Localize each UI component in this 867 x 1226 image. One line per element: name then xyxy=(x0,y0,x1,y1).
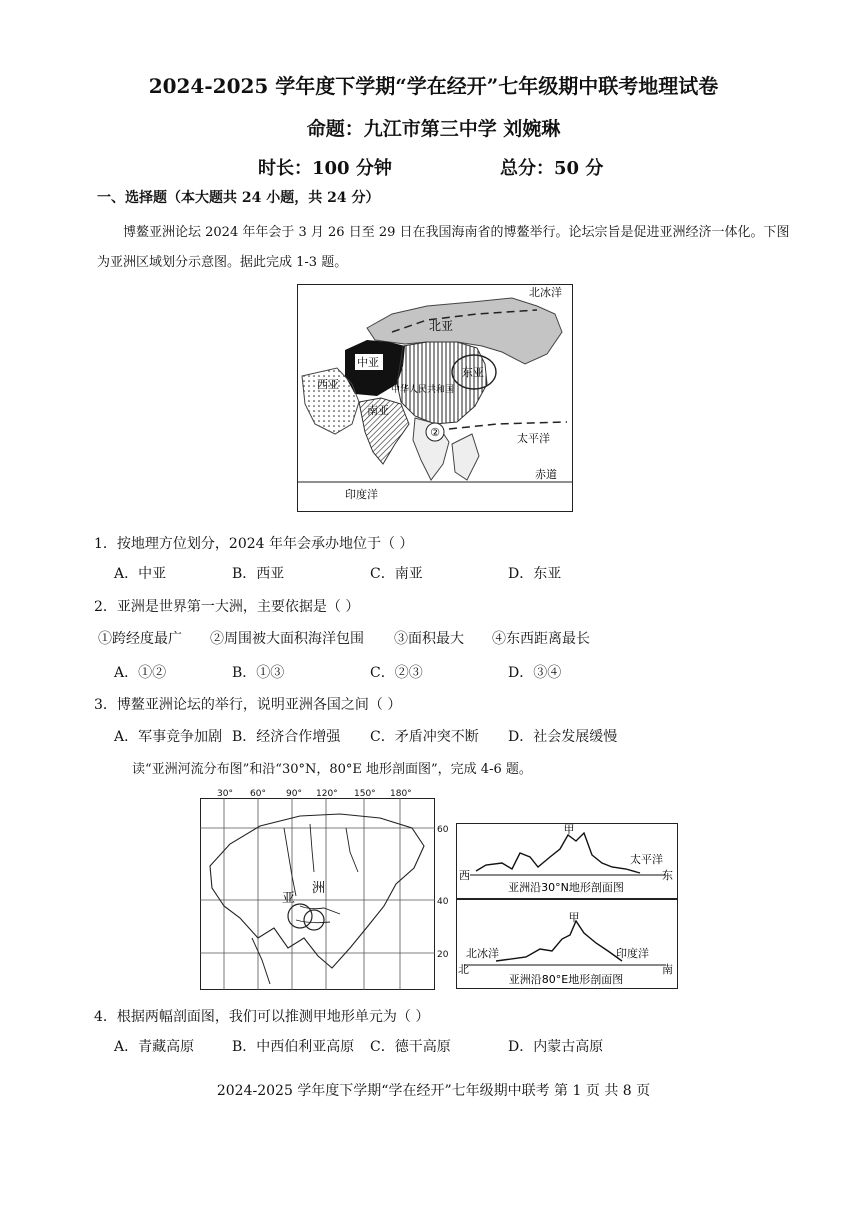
lon-180: 180° xyxy=(390,789,412,799)
asia-river-map xyxy=(200,788,450,990)
lon-90: 90° xyxy=(286,789,302,799)
q2-item-4: ④东西距离最长 xyxy=(492,631,590,647)
q2-option-b[interactable]: B．①③ xyxy=(232,665,285,681)
exam-total-score: 总分：50 分 xyxy=(500,158,604,179)
profile-30n xyxy=(456,823,678,899)
label-arctic: 北冰洋 xyxy=(529,286,562,299)
label-west-asia: 西亚 xyxy=(317,378,339,391)
lon-60: 60° xyxy=(250,789,266,799)
q3-option-b[interactable]: B．经济合作增强 xyxy=(232,729,341,745)
q1-option-a[interactable]: A．中亚 xyxy=(114,566,167,582)
exam-duration: 时长：100 分钟 xyxy=(258,158,392,179)
q3-option-c[interactable]: C．矛盾冲突不断 xyxy=(370,729,479,745)
profile1-caption: 亚洲沿30°N地形剖面图 xyxy=(508,881,624,894)
label-north-asia: 北亚 xyxy=(429,319,454,333)
profile2-indian: 印度洋 xyxy=(616,947,649,960)
q2-item-3: ③面积最大 xyxy=(394,631,464,647)
q2-option-d[interactable]: D．③④ xyxy=(508,665,562,681)
q3-option-d[interactable]: D．社会发展缓慢 xyxy=(508,729,618,745)
q2-item-2: ②周围被大面积海洋包围 xyxy=(210,631,364,647)
profile2-peak: 甲 xyxy=(568,911,580,924)
lon-150: 150° xyxy=(354,789,376,799)
q3-option-a[interactable]: A．军事竞争加剧 xyxy=(114,729,223,745)
label-east-asia: 东亚 xyxy=(462,366,484,379)
q2-stem: 2．亚洲是世界第一大洲，主要依据是（ ） xyxy=(94,599,360,615)
profile1-west: 西 xyxy=(459,869,470,882)
q1-option-c[interactable]: C．南亚 xyxy=(370,566,423,582)
lon-30: 30° xyxy=(217,789,233,799)
q1-stem: 1．按地理方位划分，2024 年年会承办地位于（ ） xyxy=(94,536,414,552)
lon-120: 120° xyxy=(316,789,338,799)
author-line: 命题：九江市第三中学 刘婉琳 xyxy=(306,118,561,140)
asia-region-map xyxy=(297,284,573,512)
q2-option-c[interactable]: C．②③ xyxy=(370,665,423,681)
q4-option-d[interactable]: D．内蒙古高原 xyxy=(508,1039,604,1055)
lat-60: 60 xyxy=(437,825,449,835)
q2-item-1: ①跨经度最广 xyxy=(98,631,182,647)
label-china: 中华人民共和国 xyxy=(391,385,455,395)
label-central-asia: 中亚 xyxy=(357,356,379,369)
q3-stem: 3．博鳌亚洲论坛的举行，说明亚洲各国之间（ ） xyxy=(94,697,402,713)
label-indian: 印度洋 xyxy=(345,488,378,501)
label-south-asia: 南亚 xyxy=(367,404,389,417)
q4-option-c[interactable]: C．德干高原 xyxy=(370,1039,451,1055)
profile1-pacific: 太平洋 xyxy=(630,853,663,866)
label-pacific: 太平洋 xyxy=(517,432,550,445)
profile2-south: 南 xyxy=(662,963,673,976)
profile1-peak: 甲 xyxy=(563,823,575,836)
q4-option-a[interactable]: A．青藏高原 xyxy=(114,1039,195,1055)
section-intro-2: 读“亚洲河流分布图”和沿“30°N，80°E 地形剖面图”，完成 4-6 题。 xyxy=(132,762,532,777)
lat-20: 20 xyxy=(437,950,449,960)
q1-option-d[interactable]: D．东亚 xyxy=(508,566,562,582)
exam-title: 2024-2025 学年度下学期“学在经开”七年级期中联考地理试卷 xyxy=(148,74,719,98)
q4-stem: 4．根据两幅剖面图，我们可以推测甲地形单元为（ ） xyxy=(94,1009,430,1025)
lat-40: 40 xyxy=(437,897,449,907)
map2-asia-char: 亚 xyxy=(282,891,296,906)
q4-option-b[interactable]: B．中西伯利亚高原 xyxy=(232,1039,355,1055)
profile-80e xyxy=(456,899,678,989)
section-intro: 博鳌亚洲论坛 2024 年年会于 3 月 26 日至 29 日在我国海南省的博鳌举行。论坛宗旨是促进亚洲经济一体化。下图为亚洲区域划分示意图。据此完成 1-3 题。 xyxy=(97,225,790,270)
profile2-caption: 亚洲沿80°E地形剖面图 xyxy=(508,973,624,986)
profile2-arctic: 北冰洋 xyxy=(466,947,499,960)
section-title: 一、选择题（本大题共 24 小题，共 24 分） xyxy=(97,190,380,206)
q1-option-b[interactable]: B．西亚 xyxy=(232,566,285,582)
profile1-east: 东 xyxy=(662,869,673,882)
map2-zhou-char: 洲 xyxy=(312,881,326,896)
map1-marker: ② xyxy=(430,426,440,439)
q2-option-a[interactable]: A．①② xyxy=(114,665,167,681)
page-footer: 2024-2025 学年度下学期“学在经开”七年级期中联考 第 1 页 共 8 页 xyxy=(216,1083,651,1099)
profile2-north: 北 xyxy=(458,963,469,976)
label-equator: 赤道 xyxy=(535,468,557,481)
